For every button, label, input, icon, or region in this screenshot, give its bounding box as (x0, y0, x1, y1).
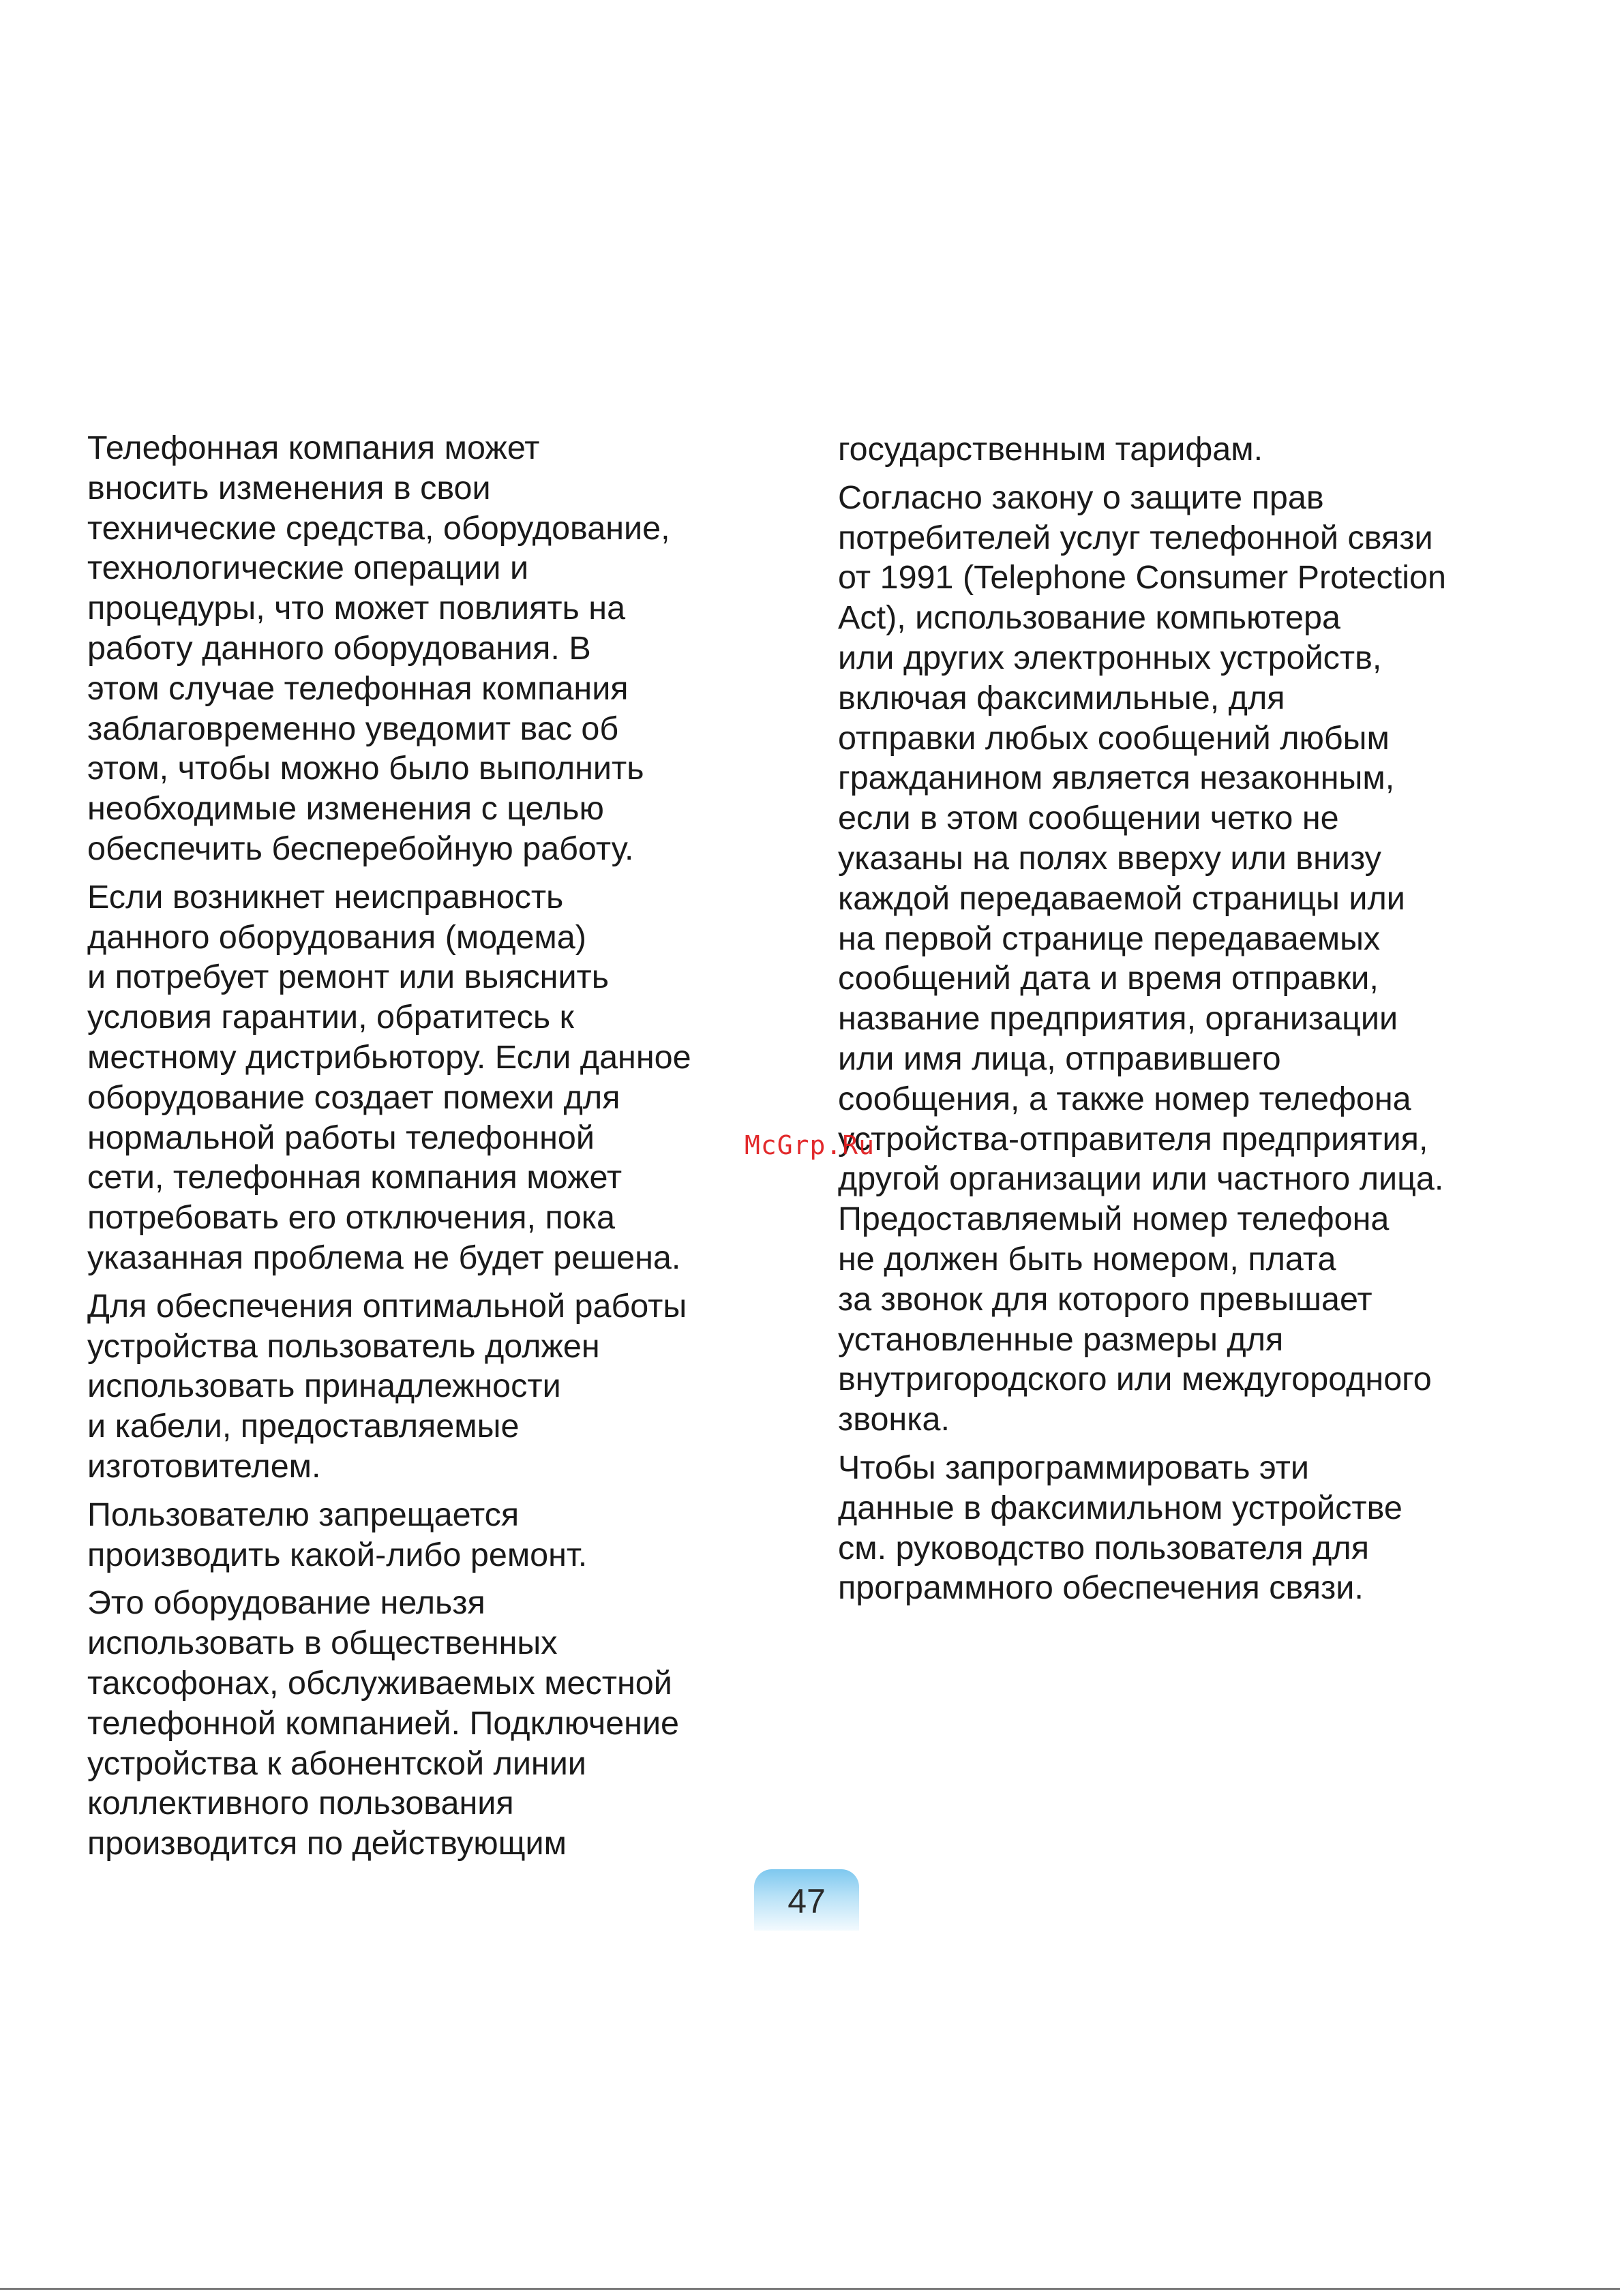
text-line: устройства к абонентской линии (87, 1744, 586, 1782)
right-text-column (838, 429, 1547, 1616)
paragraph (838, 1448, 1547, 1608)
text-line: включая факсимильные, для (838, 679, 1285, 716)
text-line: этом, чтобы можно было выполнить (87, 750, 644, 787)
text-line: и потребует ремонт или выяснить (87, 958, 610, 996)
text-line: потребовать его отключения, пока (87, 1199, 615, 1237)
paragraph (87, 428, 796, 869)
text-line: название предприятия, организации (838, 1000, 1398, 1038)
text-line: Предоставляемый номер телефона (838, 1200, 1390, 1238)
text-line: каждой передаваемой страницы или (838, 879, 1405, 917)
text-line: указанная проблема не будет решена. (87, 1239, 681, 1276)
text-line: Чтобы запрограммировать эти (838, 1449, 1309, 1486)
text-line: производится по действующим (87, 1825, 567, 1862)
text-line: вносить изменения в свои (87, 469, 491, 507)
text-line: местному дистрибьютору. Если данное (87, 1038, 691, 1076)
text-line: звонка. (838, 1401, 950, 1438)
text-line: указаны на полях вверху или внизу (838, 839, 1381, 877)
text-line: отправки любых сообщений любым (838, 719, 1390, 757)
text-line: изготовителем. (87, 1447, 321, 1485)
text-line: другой организации или частного лица. (838, 1160, 1444, 1198)
paragraph (838, 478, 1547, 1440)
text-line: нормальной работы телефонной (87, 1119, 595, 1156)
text-line: обеспечить бесперебойную работу. (87, 830, 634, 867)
text-line: на первой странице передаваемых (838, 920, 1381, 957)
text-line: технические средства, оборудование, (87, 509, 670, 547)
text-line: Согласно закону о защите прав (838, 479, 1324, 516)
text-line: технологические операции и (87, 549, 529, 587)
text-line: от 1991 (Telephone Consumer Protection (838, 559, 1446, 596)
text-line: внутригородского или междугородного (838, 1361, 1432, 1398)
watermark: McGrp.Ru (745, 1130, 875, 1160)
text-line: за звонок для которого превышает (838, 1280, 1372, 1318)
text-line: устройства-отправителя предприятия, (838, 1120, 1428, 1158)
text-line: устройства пользователь должен (87, 1327, 600, 1365)
left-text-column (87, 428, 796, 1872)
text-line: сети, телефонная компания может (87, 1159, 622, 1196)
text-line: или имя лица, отправившего (838, 1040, 1281, 1077)
paragraph (838, 429, 1547, 470)
paragraph (87, 1286, 796, 1487)
text-line: заблаговременно уведомит вас об (87, 710, 619, 747)
text-line: оборудование создает помехи для (87, 1078, 620, 1116)
text-line: установленные размеры для (838, 1320, 1284, 1358)
text-line: гражданином является незаконным, (838, 759, 1395, 797)
text-line: Телефонная компания может (87, 429, 540, 466)
bottom-rule (0, 2288, 1620, 2290)
text-line: телефонной компанией. Подключение (87, 1704, 680, 1742)
text-line: использовать принадлежности (87, 1368, 561, 1405)
page-number: 47 (787, 1882, 826, 1920)
text-line: производить какой-либо ремонт. (87, 1536, 588, 1573)
text-line: не должен быть номером, плата (838, 1240, 1336, 1278)
text-line: работу данного оборудования. В (87, 629, 591, 667)
text-line: этом случае телефонная компания (87, 669, 629, 707)
text-line: Пользователю запрещается (87, 1496, 520, 1533)
text-line: потребителей услуг телефонной связи (838, 519, 1433, 556)
paragraph (87, 1583, 796, 1864)
text-line: Для обеспечения оптимальной работы (87, 1287, 687, 1325)
text-line: данные в факсимильном устройстве (838, 1489, 1402, 1526)
text-line: данного оборудования (модема) (87, 918, 586, 956)
text-line: государственным тарифам. (838, 431, 1263, 468)
text-line: или других электронных устройств, (838, 639, 1382, 676)
text-line: условия гарантии, обратитесь к (87, 999, 574, 1036)
text-line: Если возникнет неисправность (87, 878, 564, 916)
text-line: если в этом сообщении четко не (838, 800, 1339, 837)
text-line: использовать в общественных (87, 1625, 558, 1662)
text-line: сообщения, а также номер телефона (838, 1080, 1411, 1117)
text-line: необходимые изменения с целью (87, 790, 604, 828)
text-line: таксофонах, обслуживаемых местной (87, 1664, 672, 1702)
paragraph (87, 877, 796, 1278)
text-line: и кабели, предоставляемые (87, 1408, 520, 1445)
text-line: сообщений дата и время отправки, (838, 960, 1379, 997)
text-line: Это оборудование нельзя (87, 1584, 485, 1622)
text-line: процедуры, что может повлиять на (87, 590, 626, 627)
text-line: коллективного пользования (87, 1785, 514, 1822)
text-line: программного обеспечения связи. (838, 1569, 1364, 1607)
paragraph (87, 1495, 796, 1575)
text-line: Act), использование компьютера (838, 599, 1340, 637)
text-line: см. руководство пользователя для (838, 1529, 1369, 1567)
